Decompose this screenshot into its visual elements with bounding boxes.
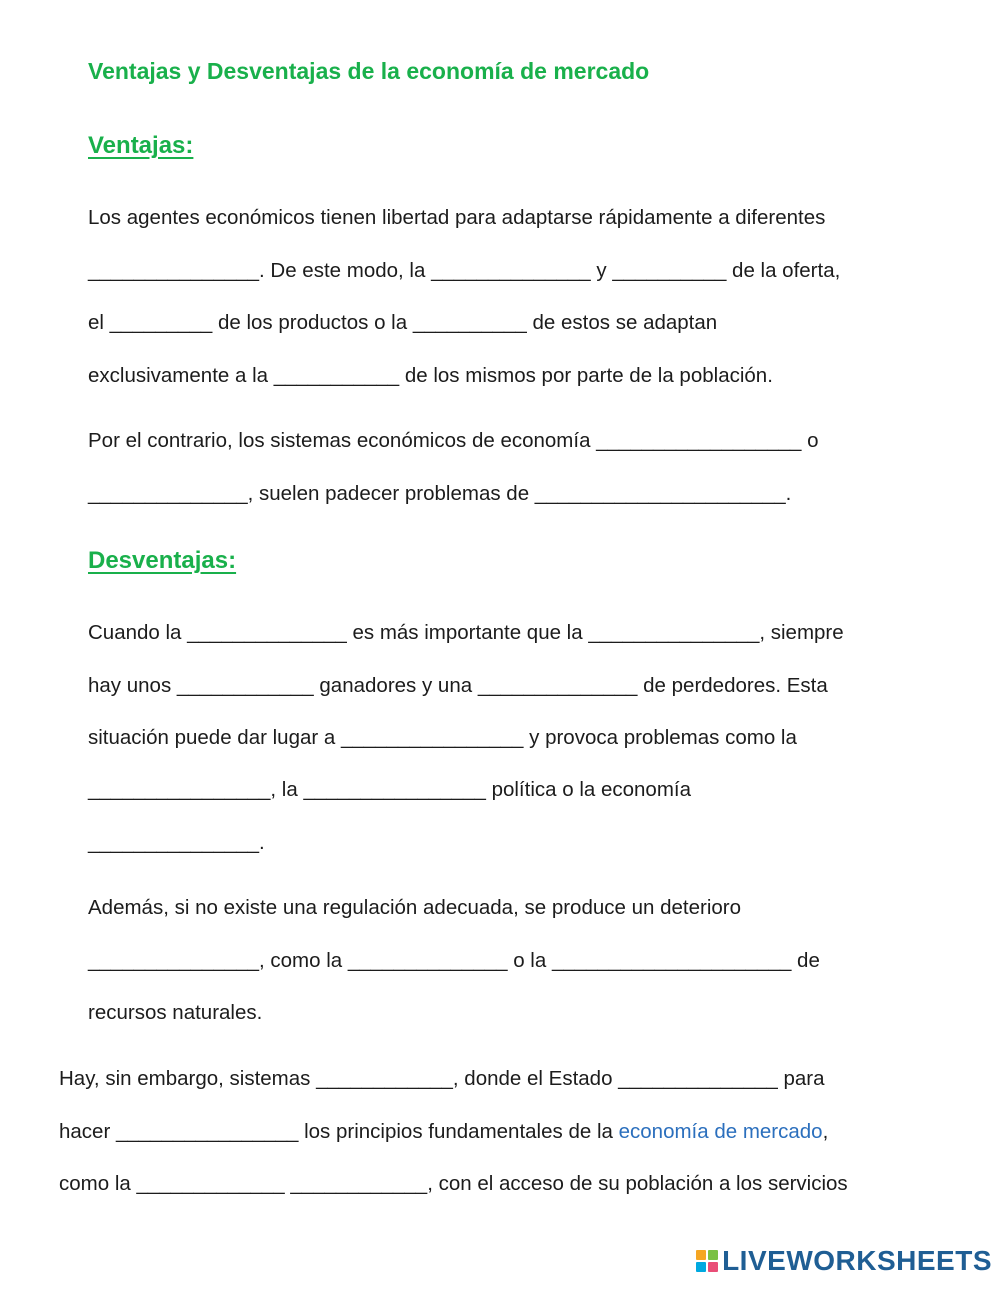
page-title: Ventajas y Desventajas de la economía de mercado <box>88 58 650 84</box>
desventajas-line-4: ________________, la ________________ política o la economía <box>88 778 691 801</box>
ventajas-line-1: Los agentes económicos tienen libertad para adaptarse rápidamente a diferentes <box>88 206 826 229</box>
closing-line-3: como la _____________ ____________, con el acceso de su población a los servicios <box>59 1172 848 1195</box>
ventajas-line-6: ______________, suelen padecer problemas de ______________________. <box>88 482 792 505</box>
economia-de-mercado-link[interactable]: economía de mercado <box>618 1120 823 1143</box>
desventajas-line-1: Cuando la ______________ es más importante que la _______________, siempre <box>88 621 844 644</box>
ventajas-line-4: exclusivamente a la ___________ de los mismos por parte de la población. <box>88 364 773 387</box>
desventajas-line-8: recursos naturales. <box>88 1001 263 1024</box>
logo-blocks-icon <box>696 1250 718 1272</box>
liveworksheets-logo <box>696 1245 992 1277</box>
closing-line-2-text: hacer ________________ los principios fundamentales de la <box>59 1120 619 1143</box>
desventajas-heading: Desventajas: <box>88 547 237 574</box>
ventajas-heading: Ventajas: <box>88 132 194 159</box>
closing-line-2 <box>59 1120 828 1144</box>
desventajas-line-6: Además, si no existe una regulación adecuada, se produce un deterioro <box>88 896 742 919</box>
closing-line-1: Hay, sin embargo, sistemas ____________, donde el Estado ______________ para <box>59 1067 825 1090</box>
logo-block <box>696 1250 706 1260</box>
desventajas-line-3: situación puede dar lugar a ________________ y provoca problemas como la <box>88 726 797 749</box>
logo-block <box>708 1262 718 1272</box>
desventajas-line-7: _______________, como la ______________ o la _____________________ de <box>88 949 820 972</box>
logo-block <box>696 1262 706 1272</box>
logo-block <box>708 1250 718 1260</box>
ventajas-line-3: el _________ de los productos o la __________ de estos se adaptan <box>88 311 718 334</box>
desventajas-line-2: hay unos ____________ ganadores y una ______________ de perdedores. Esta <box>88 674 828 697</box>
desventajas-line-5: _______________. <box>88 831 265 854</box>
logo-wordmark: LIVEWORKSHEETS <box>722 1245 992 1276</box>
ventajas-line-5: Por el contrario, los sistemas económicos de economía __________________ o <box>88 429 819 452</box>
closing-line-2-punct: , <box>822 1120 829 1143</box>
ventajas-line-2: _______________. De este modo, la ______________ y __________ de la oferta, <box>88 259 841 282</box>
